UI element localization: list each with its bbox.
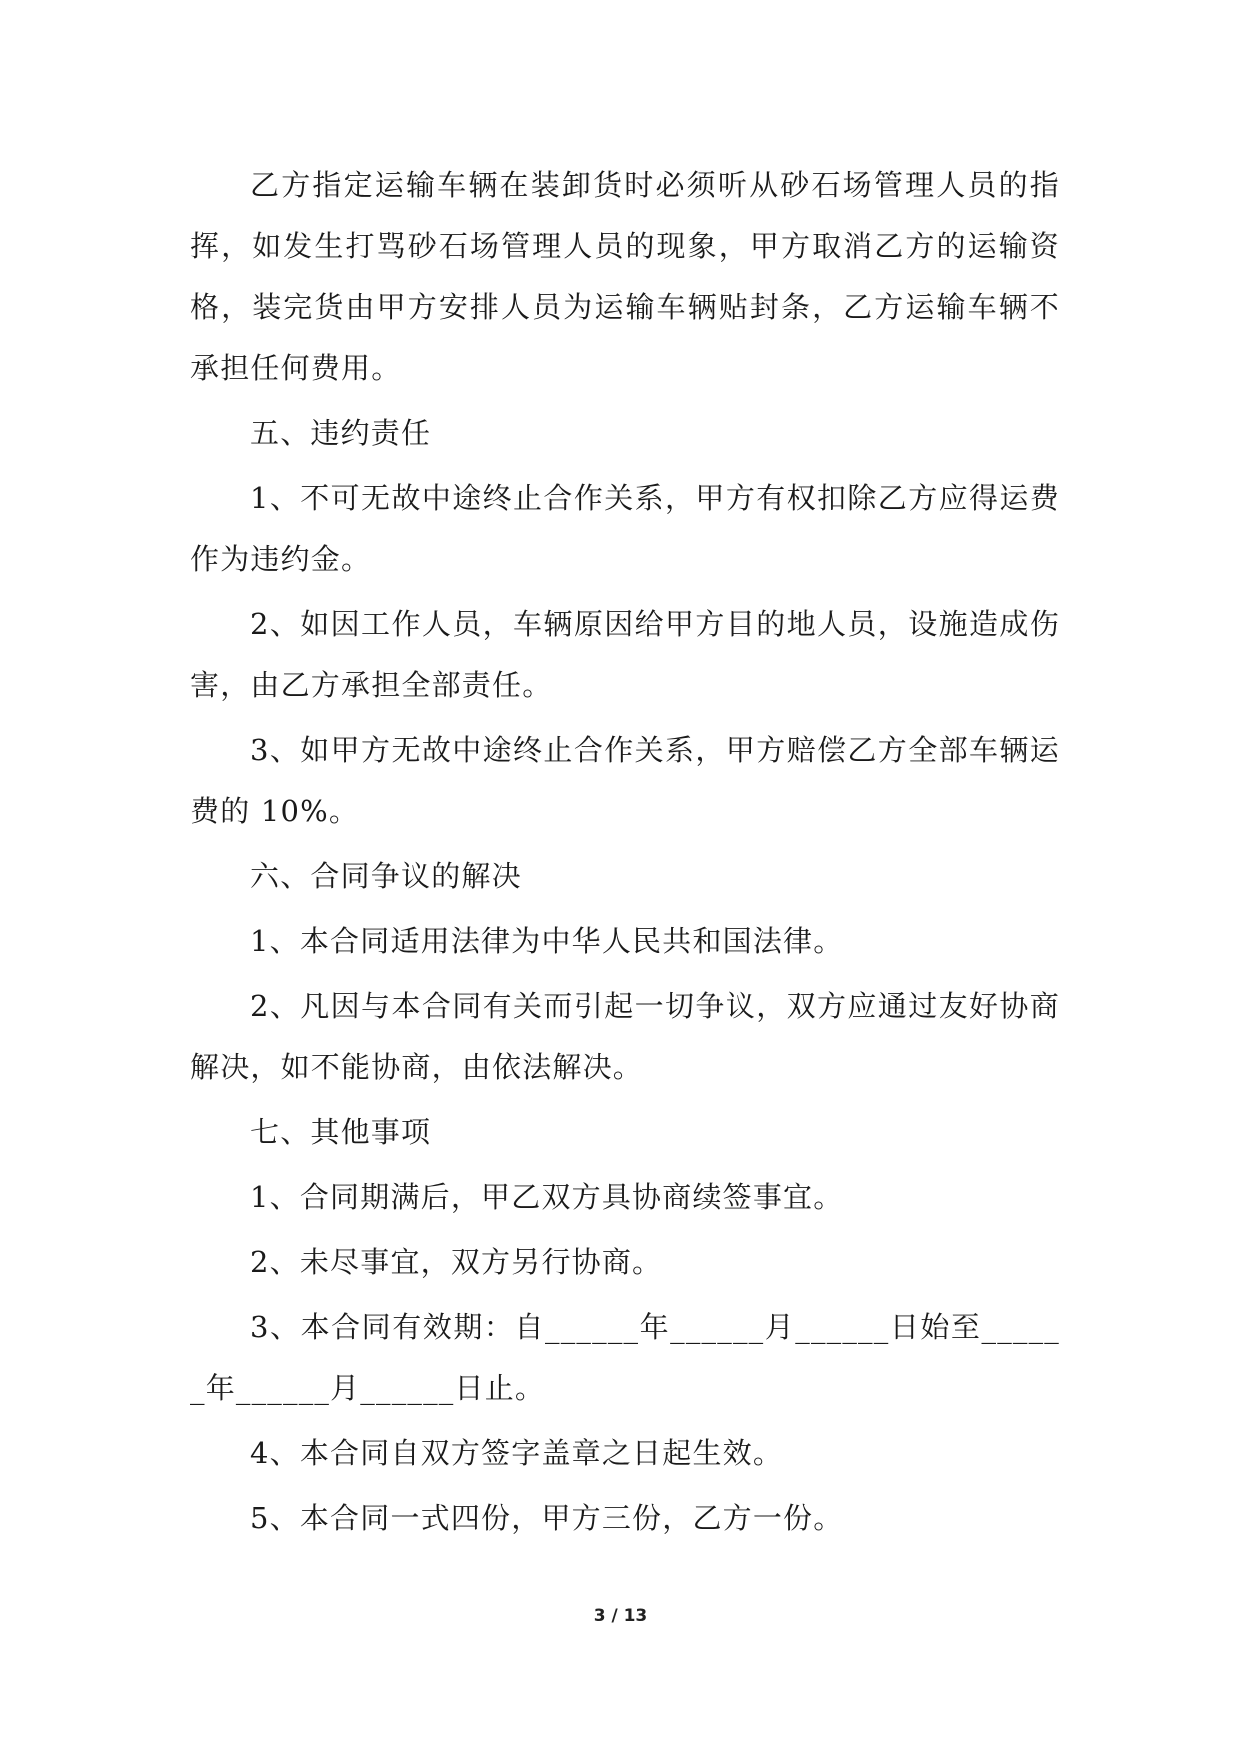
clause-other-2: 2、未尽事宜，双方另行协商。 [250,1245,663,1279]
section-heading-disputes: 六、合同争议的解决 [250,859,522,893]
clause-other-5: 5、本合同一式四份，甲方三份，乙方一份。 [250,1501,844,1535]
clause-other-3: 3、本合同有效期：自______年______月______日始至______年______月______日止。 [190,1310,1060,1405]
clause-other-4: 4、本合同自双方签字盖章之日起生效。 [250,1436,784,1470]
document-body [190,155,1060,1553]
clause-disputes-2: 2、凡因与本合同有关而引起一切争议，双方应通过友好协商解决，如不能协商，由依法解决。 [190,989,1060,1084]
clause-other-1: 1、合同期满后，甲乙双方具协商续签事宜。 [250,1180,844,1214]
section-heading-other: 七、其他事项 [250,1115,432,1149]
page-number: 3 / 13 [593,1606,648,1626]
section-heading-breach: 五、违约责任 [250,416,432,450]
clause-breach-2: 2、如因工作人员，车辆原因给甲方目的地人员，设施造成伤害，由乙方承担全部责任。 [190,607,1060,702]
clause-disputes-1: 1、本合同适用法律为中华人民共和国法律。 [250,924,844,958]
paragraph-transport-rules: 乙方指定运输车辆在装卸货时必须听从砂石场管理人员的指挥，如发生打骂砂石场管理人员的现象，甲方取消乙方的运输资格，装完货由甲方安排人员为运输车辆贴封条，乙方运输车辆不承担任何费用。 [190,168,1060,385]
clause-breach-3: 3、如甲方无故中途终止合作关系，甲方赔偿乙方全部车辆运费的 10%。 [190,733,1060,828]
clause-breach-1: 1、不可无故中途终止合作关系，甲方有权扣除乙方应得运费作为违约金。 [190,481,1060,576]
